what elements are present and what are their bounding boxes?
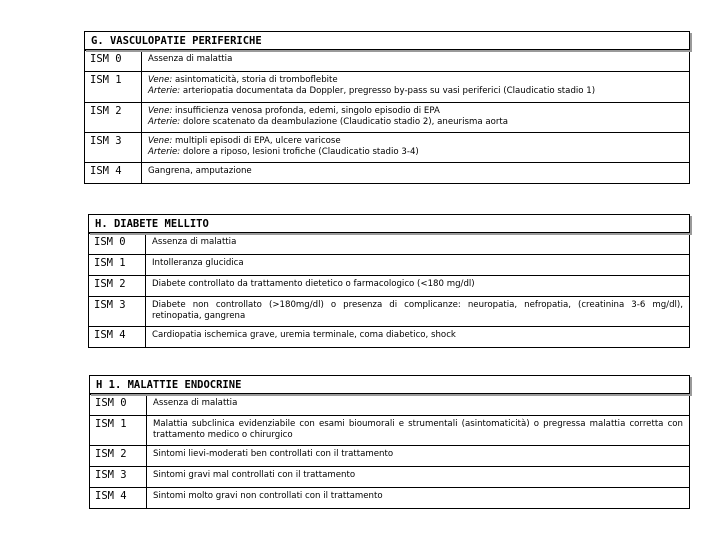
ism-code: ISM 3 [85, 133, 142, 163]
section-diabete [88, 214, 690, 348]
ism-table [84, 50, 690, 184]
ism-description [147, 446, 690, 467]
table-row [90, 488, 690, 509]
ism-code: ISM 2 [89, 276, 146, 297]
desc-text: Assenza di malattia [148, 54, 233, 64]
table-row [85, 163, 690, 184]
desc-text: Cardiopatia ischemica grave, uremia terminale, coma diabetico, shock [152, 330, 456, 340]
ism-code: ISM 4 [85, 163, 142, 184]
ism-code: ISM 1 [89, 255, 146, 276]
table-row [89, 234, 690, 255]
section-title: H. DIABETE MELLITO [88, 214, 690, 233]
table-row [85, 103, 690, 133]
ism-description [146, 327, 690, 348]
desc-text: Diabete non controllato (>180mg/dl) o presenza di complicanze: neuropatia, nefropatia, (creatinina 3-6 mg/dl), retinopatia, gangrena [152, 300, 683, 321]
ism-code: ISM 0 [90, 395, 147, 416]
desc-text: asintomaticità, storia di tromboflebite [172, 75, 338, 85]
ism-code: ISM 3 [90, 467, 147, 488]
section-title: H 1. MALATTIE ENDOCRINE [89, 375, 690, 394]
ism-description [142, 72, 690, 103]
desc-text: Gangrena, amputazione [148, 166, 252, 176]
ism-description [146, 234, 690, 255]
desc-text: dolore a riposo, lesioni trofiche (Claudicatio stadio 3-4) [180, 147, 419, 157]
section-malattie-endocrine [89, 375, 690, 509]
desc-text: dolore scatenato da deambulazione (Claudicatio stadio 2), aneurisma aorta [180, 117, 509, 127]
desc-text: Sintomi gravi mal controllati con il trattamento [153, 470, 356, 480]
desc-text: Diabete controllato da trattamento dietetico o farmacologico (<180 mg/dl) [152, 279, 475, 289]
desc-label: Arterie: [148, 86, 181, 96]
table-row [89, 327, 690, 348]
table-row [89, 255, 690, 276]
desc-line [148, 75, 683, 86]
desc-label: Vene: [148, 136, 173, 146]
table-row [90, 446, 690, 467]
table-row [89, 297, 690, 327]
ism-description [147, 416, 690, 446]
ism-description [146, 276, 690, 297]
table-row [89, 276, 690, 297]
section-title: G. VASCULOPATIE PERIFERICHE [84, 31, 690, 50]
ism-code: ISM 3 [89, 297, 146, 327]
ism-code: ISM 1 [90, 416, 147, 446]
ism-description [142, 133, 690, 163]
desc-text: multipli episodi di EPA, ulcere varicose [172, 136, 341, 146]
ism-description [142, 103, 690, 133]
ism-description [146, 255, 690, 276]
desc-line [148, 136, 683, 147]
desc-text: Sintomi lievi-moderati ben controllati con il trattamento [153, 449, 394, 459]
ism-description [142, 163, 690, 184]
desc-label: Vene: [148, 106, 173, 116]
ism-description [142, 51, 690, 72]
desc-text: insufficienza venosa profonda, edemi, singolo episodio di EPA [172, 106, 440, 116]
section-vasculopatie [84, 31, 690, 184]
desc-line [148, 117, 683, 128]
desc-text: Assenza di malattia [152, 237, 237, 247]
ism-code: ISM 2 [90, 446, 147, 467]
desc-label: Arterie: [148, 147, 181, 157]
desc-line [148, 147, 683, 158]
ism-code: ISM 0 [89, 234, 146, 255]
ism-table [88, 233, 690, 348]
desc-text: Malattia subclinica evidenziabile con esami bioumorali e strumentali (asintomaticità) o pregressa malattia corretta con trattamento medico o chirurgico [153, 419, 683, 440]
desc-text: arteriopatia documentata da Doppler, pregresso by-pass su vasi periferici (Claudicatio stadio 1) [180, 86, 596, 96]
desc-label: Arterie: [148, 117, 181, 127]
ism-code: ISM 0 [85, 51, 142, 72]
ism-code: ISM 4 [90, 488, 147, 509]
table-row [85, 51, 690, 72]
ism-description [147, 395, 690, 416]
ism-table [89, 394, 690, 509]
ism-description [146, 297, 690, 327]
desc-text: Assenza di malattia [153, 398, 238, 408]
ism-code: ISM 4 [89, 327, 146, 348]
ism-description [147, 467, 690, 488]
desc-line [148, 86, 683, 97]
table-row [85, 72, 690, 103]
desc-line [148, 106, 683, 117]
desc-text: Intolleranza glucidica [152, 258, 244, 268]
table-row [90, 416, 690, 446]
table-row [90, 467, 690, 488]
ism-code: ISM 2 [85, 103, 142, 133]
ism-description [147, 488, 690, 509]
table-row [90, 395, 690, 416]
table-row [85, 133, 690, 163]
desc-label: Vene: [148, 75, 173, 85]
desc-text: Sintomi molto gravi non controllati con il trattamento [153, 491, 383, 501]
ism-code: ISM 1 [85, 72, 142, 103]
